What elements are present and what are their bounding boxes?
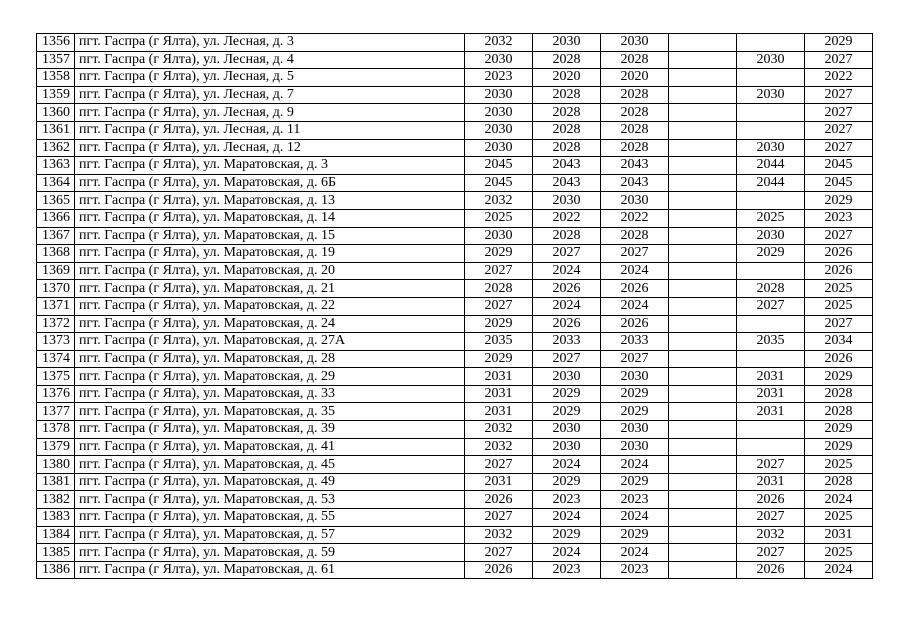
- year-cell-1: 2031: [465, 368, 533, 386]
- table-row: [37, 473, 873, 491]
- row-number: 1381: [37, 473, 75, 491]
- year-cell-6: 2027: [805, 121, 873, 139]
- address-cell: пгт. Гаспра (г Ялта), ул. Маратовская, д. 14: [75, 209, 465, 227]
- year-cell-6: 2027: [805, 315, 873, 333]
- year-cell-4: [669, 385, 737, 403]
- year-cell-6: 2025: [805, 544, 873, 562]
- address-cell: пгт. Гаспра (г Ялта), ул. Маратовская, д. 22: [75, 297, 465, 315]
- year-cell-3: 2028: [601, 86, 669, 104]
- year-cell-6: 2031: [805, 526, 873, 544]
- year-cell-2: 2028: [533, 121, 601, 139]
- year-cell-6: 2023: [805, 209, 873, 227]
- year-cell-5: 2030: [737, 227, 805, 245]
- row-number: 1371: [37, 297, 75, 315]
- row-number: 1356: [37, 34, 75, 52]
- year-cell-3: 2027: [601, 245, 669, 263]
- year-cell-2: 2023: [533, 491, 601, 509]
- year-cell-4: [669, 121, 737, 139]
- year-cell-6: 2027: [805, 227, 873, 245]
- year-cell-3: 2030: [601, 438, 669, 456]
- address-cell: пгт. Гаспра (г Ялта), ул. Маратовская, д. 13: [75, 192, 465, 210]
- year-cell-6: 2029: [805, 192, 873, 210]
- document-page: [36, 33, 873, 579]
- year-cell-5: [737, 350, 805, 368]
- year-cell-6: 2026: [805, 245, 873, 263]
- year-cell-6: 2028: [805, 385, 873, 403]
- year-cell-4: [669, 438, 737, 456]
- year-cell-2: 2027: [533, 245, 601, 263]
- table-row: [37, 174, 873, 192]
- row-number: 1382: [37, 491, 75, 509]
- year-cell-1: 2031: [465, 403, 533, 421]
- address-cell: пгт. Гаспра (г Ялта), ул. Маратовская, д. 28: [75, 350, 465, 368]
- year-cell-5: [737, 421, 805, 439]
- table-row: [37, 368, 873, 386]
- year-cell-5: 2025: [737, 209, 805, 227]
- year-cell-2: 2028: [533, 51, 601, 69]
- year-cell-1: 2029: [465, 315, 533, 333]
- row-number: 1380: [37, 456, 75, 474]
- year-cell-4: [669, 262, 737, 280]
- year-cell-6: 2029: [805, 438, 873, 456]
- schedule-table: [36, 33, 873, 579]
- row-number: 1383: [37, 509, 75, 527]
- year-cell-5: [737, 34, 805, 52]
- year-cell-2: 2033: [533, 333, 601, 351]
- year-cell-6: 2045: [805, 157, 873, 175]
- year-cell-3: 2033: [601, 333, 669, 351]
- year-cell-5: 2028: [737, 280, 805, 298]
- year-cell-5: 2031: [737, 368, 805, 386]
- year-cell-4: [669, 526, 737, 544]
- year-cell-6: 2045: [805, 174, 873, 192]
- row-number: 1368: [37, 245, 75, 263]
- year-cell-1: 2025: [465, 209, 533, 227]
- year-cell-3: 2024: [601, 456, 669, 474]
- year-cell-3: 2028: [601, 227, 669, 245]
- table-row: [37, 51, 873, 69]
- year-cell-2: 2024: [533, 297, 601, 315]
- year-cell-2: 2024: [533, 544, 601, 562]
- year-cell-1: 2023: [465, 69, 533, 87]
- year-cell-6: 2026: [805, 262, 873, 280]
- year-cell-3: 2024: [601, 544, 669, 562]
- address-cell: пгт. Гаспра (г Ялта), ул. Лесная, д. 4: [75, 51, 465, 69]
- year-cell-4: [669, 350, 737, 368]
- table-row: [37, 139, 873, 157]
- year-cell-4: [669, 192, 737, 210]
- row-number: 1373: [37, 333, 75, 351]
- year-cell-2: 2028: [533, 104, 601, 122]
- year-cell-2: 2024: [533, 509, 601, 527]
- address-cell: пгт. Гаспра (г Ялта), ул. Маратовская, д. 24: [75, 315, 465, 333]
- row-number: 1370: [37, 280, 75, 298]
- table-row: [37, 561, 873, 579]
- address-cell: пгт. Гаспра (г Ялта), ул. Маратовская, д. 21: [75, 280, 465, 298]
- year-cell-1: 2027: [465, 262, 533, 280]
- table-row: [37, 333, 873, 351]
- address-cell: пгт. Гаспра (г Ялта), ул. Лесная, д. 9: [75, 104, 465, 122]
- year-cell-6: 2028: [805, 403, 873, 421]
- year-cell-1: 2045: [465, 174, 533, 192]
- year-cell-1: 2027: [465, 456, 533, 474]
- year-cell-2: 2030: [533, 438, 601, 456]
- address-cell: пгт. Гаспра (г Ялта), ул. Маратовская, д. 29: [75, 368, 465, 386]
- table-row: [37, 104, 873, 122]
- year-cell-5: [737, 438, 805, 456]
- year-cell-4: [669, 209, 737, 227]
- year-cell-5: 2027: [737, 509, 805, 527]
- year-cell-2: 2026: [533, 315, 601, 333]
- year-cell-4: [669, 139, 737, 157]
- year-cell-5: 2030: [737, 51, 805, 69]
- table-row: [37, 157, 873, 175]
- address-cell: пгт. Гаспра (г Ялта), ул. Маратовская, д. 33: [75, 385, 465, 403]
- address-cell: пгт. Гаспра (г Ялта), ул. Маратовская, д. 59: [75, 544, 465, 562]
- year-cell-1: 2032: [465, 438, 533, 456]
- table-row: [37, 526, 873, 544]
- year-cell-4: [669, 51, 737, 69]
- year-cell-5: 2029: [737, 245, 805, 263]
- row-number: 1377: [37, 403, 75, 421]
- year-cell-1: 2032: [465, 526, 533, 544]
- year-cell-3: 2029: [601, 473, 669, 491]
- address-cell: пгт. Гаспра (г Ялта), ул. Лесная, д. 12: [75, 139, 465, 157]
- row-number: 1376: [37, 385, 75, 403]
- year-cell-3: 2029: [601, 526, 669, 544]
- year-cell-3: 2027: [601, 350, 669, 368]
- year-cell-5: 2027: [737, 297, 805, 315]
- row-number: 1358: [37, 69, 75, 87]
- year-cell-4: [669, 403, 737, 421]
- address-cell: пгт. Гаспра (г Ялта), ул. Маратовская, д. 15: [75, 227, 465, 245]
- year-cell-4: [669, 368, 737, 386]
- table-row: [37, 297, 873, 315]
- address-cell: пгт. Гаспра (г Ялта), ул. Маратовская, д. 57: [75, 526, 465, 544]
- table-row: [37, 245, 873, 263]
- address-cell: пгт. Гаспра (г Ялта), ул. Маратовская, д. 27А: [75, 333, 465, 351]
- year-cell-5: 2032: [737, 526, 805, 544]
- table-row: [37, 350, 873, 368]
- year-cell-5: 2044: [737, 174, 805, 192]
- year-cell-5: 2030: [737, 139, 805, 157]
- year-cell-3: 2024: [601, 297, 669, 315]
- year-cell-1: 2027: [465, 509, 533, 527]
- year-cell-2: 2026: [533, 280, 601, 298]
- table-row: [37, 491, 873, 509]
- row-number: 1384: [37, 526, 75, 544]
- year-cell-2: 2043: [533, 157, 601, 175]
- year-cell-3: 2043: [601, 157, 669, 175]
- year-cell-3: 2023: [601, 561, 669, 579]
- year-cell-2: 2029: [533, 385, 601, 403]
- year-cell-1: 2029: [465, 350, 533, 368]
- table-row: [37, 403, 873, 421]
- year-cell-3: 2030: [601, 34, 669, 52]
- year-cell-1: 2027: [465, 544, 533, 562]
- year-cell-6: 2034: [805, 333, 873, 351]
- row-number: 1357: [37, 51, 75, 69]
- row-number: 1364: [37, 174, 75, 192]
- year-cell-1: 2035: [465, 333, 533, 351]
- address-cell: пгт. Гаспра (г Ялта), ул. Маратовская, д. 41: [75, 438, 465, 456]
- year-cell-3: 2024: [601, 509, 669, 527]
- year-cell-2: 2024: [533, 262, 601, 280]
- year-cell-4: [669, 297, 737, 315]
- year-cell-3: 2028: [601, 104, 669, 122]
- year-cell-1: 2032: [465, 34, 533, 52]
- year-cell-4: [669, 456, 737, 474]
- year-cell-4: [669, 491, 737, 509]
- year-cell-5: 2027: [737, 544, 805, 562]
- year-cell-2: 2030: [533, 421, 601, 439]
- year-cell-6: 2029: [805, 421, 873, 439]
- year-cell-4: [669, 157, 737, 175]
- address-cell: пгт. Гаспра (г Ялта), ул. Маратовская, д. 49: [75, 473, 465, 491]
- table-row: [37, 456, 873, 474]
- year-cell-6: 2025: [805, 456, 873, 474]
- row-number: 1367: [37, 227, 75, 245]
- row-number: 1365: [37, 192, 75, 210]
- year-cell-1: 2026: [465, 491, 533, 509]
- table-row: [37, 385, 873, 403]
- year-cell-5: 2026: [737, 491, 805, 509]
- year-cell-5: 2031: [737, 385, 805, 403]
- row-number: 1360: [37, 104, 75, 122]
- table-row: [37, 262, 873, 280]
- year-cell-6: 2027: [805, 139, 873, 157]
- table-row: [37, 209, 873, 227]
- row-number: 1378: [37, 421, 75, 439]
- year-cell-2: 2029: [533, 403, 601, 421]
- year-cell-4: [669, 315, 737, 333]
- year-cell-5: 2026: [737, 561, 805, 579]
- year-cell-5: 2031: [737, 473, 805, 491]
- year-cell-2: 2024: [533, 456, 601, 474]
- year-cell-1: 2030: [465, 51, 533, 69]
- address-cell: пгт. Гаспра (г Ялта), ул. Маратовская, д. 45: [75, 456, 465, 474]
- address-cell: пгт. Гаспра (г Ялта), ул. Маратовская, д. 6Б: [75, 174, 465, 192]
- year-cell-2: 2029: [533, 473, 601, 491]
- year-cell-1: 2030: [465, 104, 533, 122]
- year-cell-2: 2030: [533, 368, 601, 386]
- year-cell-1: 2030: [465, 227, 533, 245]
- year-cell-1: 2030: [465, 86, 533, 104]
- year-cell-5: 2035: [737, 333, 805, 351]
- year-cell-4: [669, 280, 737, 298]
- year-cell-2: 2027: [533, 350, 601, 368]
- year-cell-4: [669, 69, 737, 87]
- year-cell-2: 2043: [533, 174, 601, 192]
- address-cell: пгт. Гаспра (г Ялта), ул. Маратовская, д. 35: [75, 403, 465, 421]
- year-cell-1: 2026: [465, 561, 533, 579]
- year-cell-4: [669, 509, 737, 527]
- year-cell-3: 2030: [601, 192, 669, 210]
- row-number: 1374: [37, 350, 75, 368]
- year-cell-4: [669, 34, 737, 52]
- row-number: 1372: [37, 315, 75, 333]
- table-row: [37, 192, 873, 210]
- year-cell-4: [669, 333, 737, 351]
- address-cell: пгт. Гаспра (г Ялта), ул. Маратовская, д. 20: [75, 262, 465, 280]
- year-cell-1: 2028: [465, 280, 533, 298]
- address-cell: пгт. Гаспра (г Ялта), ул. Лесная, д. 3: [75, 34, 465, 52]
- row-number: 1386: [37, 561, 75, 579]
- year-cell-5: 2044: [737, 157, 805, 175]
- year-cell-3: 2028: [601, 121, 669, 139]
- year-cell-4: [669, 86, 737, 104]
- year-cell-6: 2027: [805, 104, 873, 122]
- table-row: [37, 69, 873, 87]
- year-cell-1: 2029: [465, 245, 533, 263]
- year-cell-2: 2029: [533, 526, 601, 544]
- table-row: [37, 421, 873, 439]
- year-cell-4: [669, 227, 737, 245]
- row-number: 1375: [37, 368, 75, 386]
- address-cell: пгт. Гаспра (г Ялта), ул. Маратовская, д. 39: [75, 421, 465, 439]
- year-cell-6: 2022: [805, 69, 873, 87]
- year-cell-2: 2030: [533, 192, 601, 210]
- year-cell-1: 2030: [465, 139, 533, 157]
- address-cell: пгт. Гаспра (г Ялта), ул. Лесная, д. 7: [75, 86, 465, 104]
- year-cell-6: 2024: [805, 491, 873, 509]
- year-cell-2: 2022: [533, 209, 601, 227]
- year-cell-2: 2030: [533, 34, 601, 52]
- year-cell-3: 2043: [601, 174, 669, 192]
- table-row: [37, 34, 873, 52]
- year-cell-3: 2022: [601, 209, 669, 227]
- year-cell-6: 2027: [805, 51, 873, 69]
- year-cell-5: 2027: [737, 456, 805, 474]
- table-row: [37, 86, 873, 104]
- row-number: 1385: [37, 544, 75, 562]
- year-cell-1: 2030: [465, 121, 533, 139]
- year-cell-3: 2026: [601, 315, 669, 333]
- year-cell-6: 2028: [805, 473, 873, 491]
- year-cell-6: 2025: [805, 280, 873, 298]
- year-cell-1: 2027: [465, 297, 533, 315]
- table-row: [37, 315, 873, 333]
- year-cell-4: [669, 544, 737, 562]
- year-cell-1: 2031: [465, 385, 533, 403]
- year-cell-6: 2025: [805, 297, 873, 315]
- row-number: 1363: [37, 157, 75, 175]
- year-cell-2: 2028: [533, 139, 601, 157]
- year-cell-4: [669, 104, 737, 122]
- year-cell-5: 2031: [737, 403, 805, 421]
- table-row: [37, 438, 873, 456]
- year-cell-1: 2032: [465, 192, 533, 210]
- table-row: [37, 121, 873, 139]
- year-cell-2: 2028: [533, 227, 601, 245]
- year-cell-5: [737, 69, 805, 87]
- year-cell-3: 2028: [601, 51, 669, 69]
- year-cell-3: 2030: [601, 421, 669, 439]
- year-cell-2: 2023: [533, 561, 601, 579]
- year-cell-3: 2029: [601, 403, 669, 421]
- year-cell-6: 2025: [805, 509, 873, 527]
- year-cell-3: 2023: [601, 491, 669, 509]
- table-body: [37, 34, 873, 579]
- year-cell-4: [669, 473, 737, 491]
- year-cell-3: 2024: [601, 262, 669, 280]
- year-cell-4: [669, 245, 737, 263]
- year-cell-6: 2029: [805, 368, 873, 386]
- table-row: [37, 280, 873, 298]
- row-number: 1366: [37, 209, 75, 227]
- year-cell-4: [669, 421, 737, 439]
- table-row: [37, 544, 873, 562]
- address-cell: пгт. Гаспра (г Ялта), ул. Лесная, д. 5: [75, 69, 465, 87]
- year-cell-1: 2031: [465, 473, 533, 491]
- table-row: [37, 227, 873, 245]
- year-cell-3: 2029: [601, 385, 669, 403]
- year-cell-1: 2045: [465, 157, 533, 175]
- address-cell: пгт. Гаспра (г Ялта), ул. Маратовская, д. 61: [75, 561, 465, 579]
- year-cell-6: 2026: [805, 350, 873, 368]
- year-cell-5: 2030: [737, 86, 805, 104]
- year-cell-5: [737, 192, 805, 210]
- year-cell-6: 2029: [805, 34, 873, 52]
- address-cell: пгт. Гаспра (г Ялта), ул. Маратовская, д. 53: [75, 491, 465, 509]
- year-cell-5: [737, 104, 805, 122]
- row-number: 1369: [37, 262, 75, 280]
- year-cell-2: 2028: [533, 86, 601, 104]
- year-cell-1: 2032: [465, 421, 533, 439]
- year-cell-2: 2020: [533, 69, 601, 87]
- year-cell-3: 2026: [601, 280, 669, 298]
- address-cell: пгт. Гаспра (г Ялта), ул. Маратовская, д. 19: [75, 245, 465, 263]
- address-cell: пгт. Гаспра (г Ялта), ул. Маратовская, д. 55: [75, 509, 465, 527]
- row-number: 1362: [37, 139, 75, 157]
- year-cell-6: 2024: [805, 561, 873, 579]
- year-cell-5: [737, 121, 805, 139]
- year-cell-4: [669, 561, 737, 579]
- row-number: 1361: [37, 121, 75, 139]
- year-cell-3: 2030: [601, 368, 669, 386]
- address-cell: пгт. Гаспра (г Ялта), ул. Лесная, д. 11: [75, 121, 465, 139]
- year-cell-3: 2028: [601, 139, 669, 157]
- table-row: [37, 509, 873, 527]
- year-cell-5: [737, 315, 805, 333]
- address-cell: пгт. Гаспра (г Ялта), ул. Маратовская, д. 3: [75, 157, 465, 175]
- year-cell-5: [737, 262, 805, 280]
- row-number: 1359: [37, 86, 75, 104]
- row-number: 1379: [37, 438, 75, 456]
- year-cell-6: 2027: [805, 86, 873, 104]
- year-cell-4: [669, 174, 737, 192]
- year-cell-3: 2020: [601, 69, 669, 87]
